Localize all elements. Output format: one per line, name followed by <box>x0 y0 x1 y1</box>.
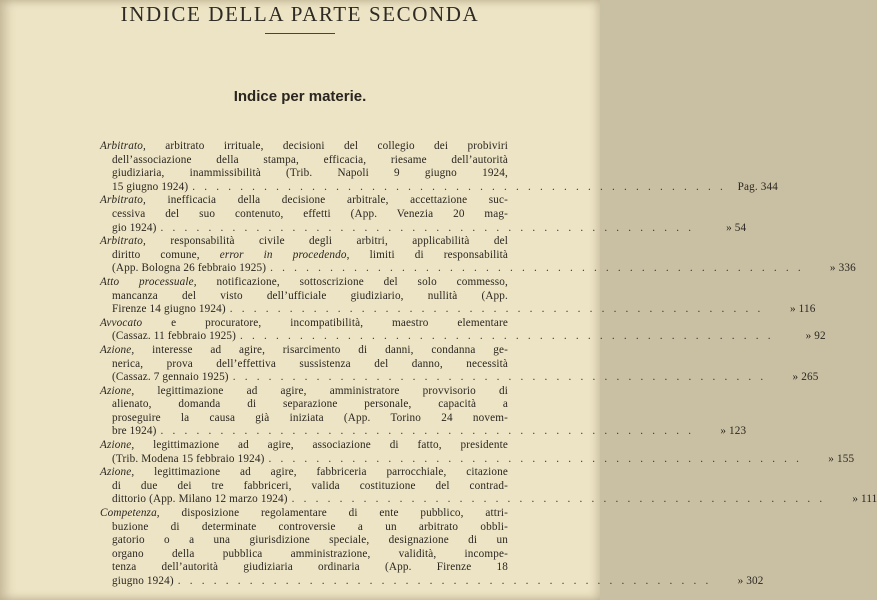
leader-dots: . . . . . . . . . . . . . . . . . . . . . . . . . . . . . . . . . . . . . . . . . . . . . <box>270 262 804 275</box>
entry-last-line <box>100 303 816 317</box>
entry-text: inefficacia della decisione arbitrale, accettazione suc- <box>145 194 508 207</box>
entry-keyword: Arbitrato, <box>100 140 146 152</box>
page-reference: » 54 <box>726 221 747 234</box>
index-entry <box>100 439 855 466</box>
leader-dots: . . . . . . . . . . . . . . . . . . . . . . . . . . . . . . . . . . . . . . . . . . . . . <box>291 493 826 506</box>
entry-keyword: Azione, <box>100 343 135 356</box>
entry-citation: (Trib. Modena 15 febbraio 1924) <box>112 452 265 465</box>
entry-citation: bre 1924) <box>112 425 157 438</box>
section-title: Indice per materie. <box>233 88 367 105</box>
entry-text: e procuratore, incompatibilità, maestro elementare <box>142 316 508 329</box>
leader-dots: . . . . . . . . . . . . . . . . . . . . . . . . . . . . . . . . . . . . . . . . . . . . . <box>160 425 695 438</box>
entry-last-line <box>100 452 855 467</box>
entry-continuation-line: mancanza del visto dell’ufficiale giudiziario, nullità (App. <box>112 289 508 302</box>
page-reference: » 123 <box>720 425 747 438</box>
page-reference: » 155 <box>828 452 855 465</box>
entry-text: legittimazione ad agire, fabbriceria parrocchiale, citazione <box>134 466 508 479</box>
entry-first-line <box>100 507 508 521</box>
leader-dots: . . . . . . . . . . . . . . . . . . . . . . . . . . . . . . . . . . . . . . . . . . . . . <box>232 371 767 384</box>
leader-dots: . . . . . . . . . . . . . . . . . . . . . . . . . . . . . . . . . . . . . . . . . . . . . <box>192 180 726 193</box>
entry-last-line <box>100 262 856 276</box>
entry-last-line <box>100 493 877 507</box>
entry-last-line <box>100 330 826 344</box>
leader-dots: . . . . . . . . . . . . . . . . . . . . . . . . . . . . . . . . . . . . . . . . . . . . . <box>177 575 712 587</box>
entry-citation: gio 1924) <box>112 221 157 234</box>
leader-dots: . . . . . . . . . . . . . . . . . . . . . . . . . . . . . . . . . . . . . . . . . . . . . <box>240 330 774 343</box>
entry-text: interesse ad agire, risarcimento di danni, condanna ge- <box>134 343 508 356</box>
entry-last-line <box>100 425 747 439</box>
entry-keyword: Atto processuale, <box>100 275 197 288</box>
entry-text: legittimazione ad agire, amministratore provvisorio di <box>134 384 508 397</box>
entry-last-line <box>100 180 778 195</box>
latin-phrase: error in procedendo <box>219 248 347 261</box>
entry-first-line <box>100 235 508 249</box>
entry-citation: dittorio (App. Milano 12 marzo 1924) <box>112 493 288 506</box>
entry-keyword: Azione, <box>100 466 135 479</box>
index-entry <box>100 343 819 385</box>
entry-citation: giugno 1924) <box>112 575 174 587</box>
entry-continuation-line: gatorio o a una giurisdizione speciale, designazione di un <box>112 534 508 547</box>
entry-text: notificazione, sottoscrizione del solo commesso, <box>196 275 508 288</box>
entry-first-line <box>100 466 508 480</box>
index-entry <box>100 140 778 194</box>
page-reference: Pag. 344 <box>737 180 778 193</box>
entry-text: disposizione regolamentare di ente pubblico, attri- <box>159 507 508 520</box>
entry-continuation-line: diritto comune, error in procedendo, limiti di responsabilità <box>112 248 509 261</box>
entry-continuation-line: buzione di determinate controversie a un arbitrato obbli- <box>112 520 508 533</box>
entry-last-line <box>100 221 747 236</box>
entry-continuation-line: di due dei tre fabbriceri, valida costituzione del contrad- <box>112 479 508 492</box>
entry-keyword: Competenza, <box>100 507 160 520</box>
entry-citation: (Cassaz. 11 febbraio 1925) <box>112 330 237 343</box>
index-entry <box>100 275 816 317</box>
page-reference: » 111 <box>852 493 877 506</box>
entry-citation: (Cassaz. 7 gennaio 1925) <box>112 371 229 384</box>
entry-citation: Firenze 14 giugno 1924) <box>112 303 226 316</box>
index-entry <box>100 507 764 589</box>
entry-text: responsabilità civile degli arbitri, applicabilità del <box>145 235 508 248</box>
entry-text: legittimazione ad agire, associazione di fatto, presidente <box>134 439 508 452</box>
page-reference: » 116 <box>789 303 816 316</box>
index-entry <box>100 384 747 439</box>
entry-last-line <box>100 371 819 385</box>
leader-dots: . . . . . . . . . . . . . . . . . . . . . . . . . . . . . . . . . . . . . . . . . . . . . <box>160 221 695 234</box>
entry-keyword: Azione, <box>100 439 135 452</box>
leader-dots: . . . . . . . . . . . . . . . . . . . . . . . . . . . . . . . . . . . . . . . . . . . . . <box>268 452 803 465</box>
entry-citation: (App. Bologna 26 febbraio 1925) <box>112 262 267 275</box>
index-entry <box>100 235 856 276</box>
entry-last-line <box>100 575 764 589</box>
entry-continuation-line: alienato, domanda di separazione personale, capacità a <box>112 398 508 411</box>
entry-first-line <box>100 344 508 358</box>
index-entry <box>100 194 747 235</box>
entry-keyword: Azione, <box>100 384 135 397</box>
index-entry <box>100 316 826 344</box>
entry-first-line <box>100 276 508 290</box>
entry-continuation-line: dell’associazione della stampa, efficacia, riesame dell’autorità <box>112 153 508 166</box>
page-reference: » 336 <box>829 262 856 275</box>
index-entries <box>100 140 877 589</box>
title-divider <box>265 33 335 34</box>
entry-citation: 15 giugno 1924) <box>112 180 189 193</box>
entry-first-line <box>100 385 508 399</box>
entry-text: arbitrato irrituale, decisioni del collegio dei probiviri <box>145 140 508 152</box>
entry-continuation-line: organo della pubblica amministrazione, validità, incompe- <box>112 547 508 560</box>
entry-first-line <box>100 317 508 331</box>
page-reference: » 302 <box>737 575 764 587</box>
leader-dots: . . . . . . . . . . . . . . . . . . . . . . . . . . . . . . . . . . . . . . . . . . . . . <box>229 303 764 316</box>
entry-keyword: Arbitrato, <box>100 194 146 207</box>
entry-first-line <box>100 194 508 208</box>
entry-keyword: Arbitrato, <box>100 235 146 248</box>
entry-continuation-line: giudiziaria, inammissibilità (Trib. Napoli 9 giugno 1924, <box>112 167 508 180</box>
entry-continuation-line: proseguire la causa già iniziata (App. Torino 24 novem- <box>112 411 508 424</box>
index-entry <box>100 466 877 507</box>
page-reference: » 92 <box>805 330 826 343</box>
entry-continuation-line: tenza dell’autorità giudiziaria ordinaria (App. Firenze 18 <box>112 561 508 574</box>
page-reference: » 265 <box>792 371 819 384</box>
entry-continuation-line: nerica, prova dell’effettiva sussistenza del danno, necessità <box>112 357 508 370</box>
entry-first-line <box>100 439 508 453</box>
entry-keyword: Avvocato <box>100 316 143 329</box>
entry-first-line <box>100 140 508 154</box>
part-title: INDICE DELLA PARTE SECONDA <box>120 2 480 26</box>
entry-continuation-line: cessiva del suo contenuto, effetti (App. Venezia 20 mag- <box>112 207 508 220</box>
